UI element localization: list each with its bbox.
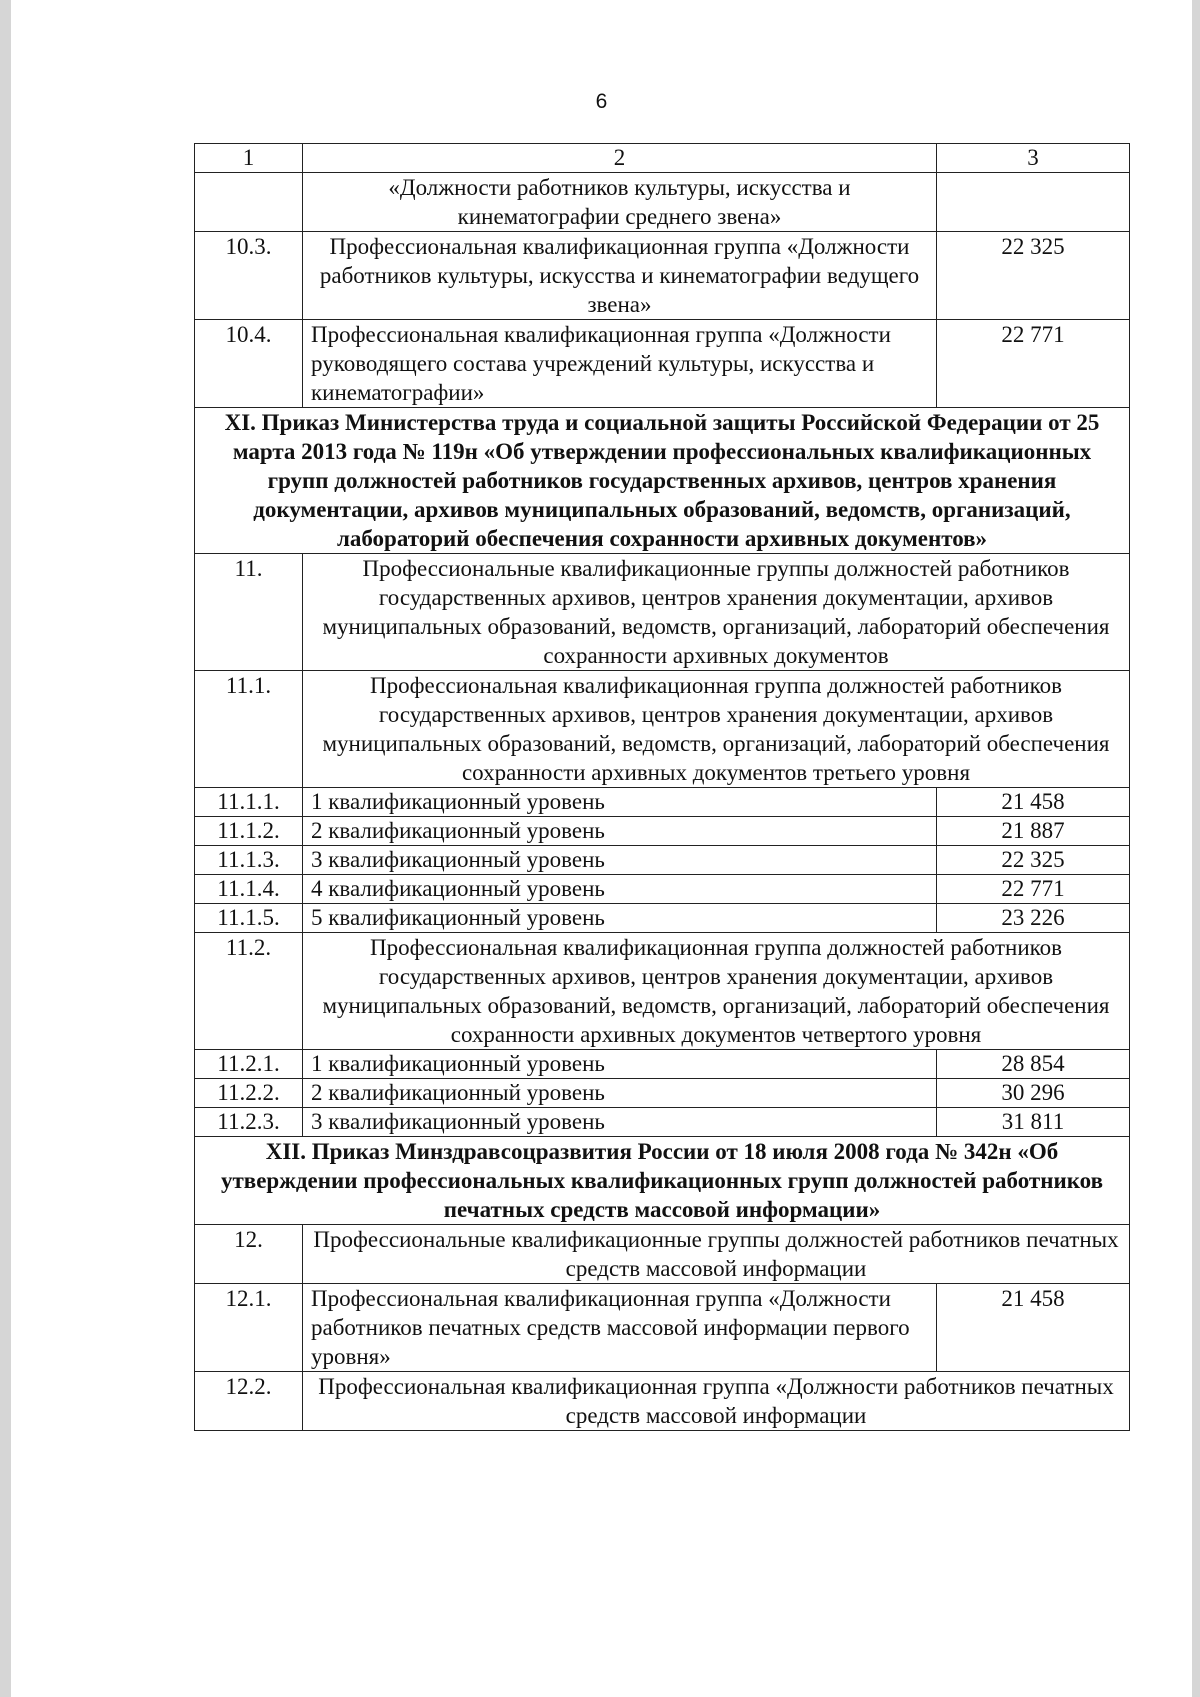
row-value: 23 226	[937, 904, 1130, 933]
header-cell: 1	[195, 144, 303, 173]
row-number: 12.	[195, 1225, 303, 1284]
row-value: 30 296	[937, 1079, 1130, 1108]
row-number: 11.1.	[195, 671, 303, 788]
header-cell: 2	[303, 144, 937, 173]
row-text: «Должности работников культуры, искусства и кинематографии среднего звена»	[303, 173, 937, 232]
row-text: 5 квалификационный уровень	[303, 904, 937, 933]
row-number: 11.1.1.	[195, 788, 303, 817]
table-row	[195, 788, 1130, 817]
row-text: 1 квалификационный уровень	[303, 788, 937, 817]
row-value: 22 771	[937, 320, 1130, 408]
row-text: 4 квалификационный уровень	[303, 875, 937, 904]
row-value: 21 458	[937, 788, 1130, 817]
header-cell: 3	[937, 144, 1130, 173]
row-number: 11.1.2.	[195, 817, 303, 846]
row-text: 3 квалификационный уровень	[303, 1108, 937, 1137]
document-page	[11, 0, 1192, 1697]
row-number: 11.1.5.	[195, 904, 303, 933]
table-row	[195, 933, 1130, 1050]
row-value	[937, 173, 1130, 232]
row-number: 10.4.	[195, 320, 303, 408]
row-value: 28 854	[937, 1050, 1130, 1079]
row-text: Профессиональные квалификационные группы должностей работников государственных архивов, центров хранения документации, архивов муниципальных образований, ведомств, организаций, лабораторий обеспечения сохранности архивных документов	[303, 554, 1130, 671]
row-number: 11.	[195, 554, 303, 671]
row-text: Профессиональная квалификационная группа должностей работников государственных архивов, центров хранения документации, архивов муниципальных образований, ведомств, организаций, лабораторий обеспечения сохранности архивных документов третьего уровня	[303, 671, 1130, 788]
row-value: 22 325	[937, 846, 1130, 875]
table-row	[195, 173, 1130, 232]
table-row	[195, 671, 1130, 788]
row-number: 10.3.	[195, 232, 303, 320]
table-row	[195, 875, 1130, 904]
row-number: 11.1.3.	[195, 846, 303, 875]
row-value: 21 458	[937, 1284, 1130, 1372]
table-row	[195, 817, 1130, 846]
table-row	[195, 1108, 1130, 1137]
row-value: 22 325	[937, 232, 1130, 320]
table-row	[195, 1225, 1130, 1284]
row-value: 22 771	[937, 875, 1130, 904]
row-text: Профессиональная квалификационная группа должностей работников государственных архивов, центров хранения документации, архивов муниципальных образований, ведомств, организаций, лабораторий обеспечения сохранности архивных документов четвертого уровня	[303, 933, 1130, 1050]
row-text: Профессиональная квалификационная группа «Должности работников печатных средств массовой информации первого уровня»	[303, 1284, 937, 1372]
row-text: 2 квалификационный уровень	[303, 817, 937, 846]
table-row	[195, 846, 1130, 875]
row-text: Профессиональная квалификационная группа «Должности работников культуры, искусства и кинематографии ведущего звена»	[303, 232, 937, 320]
row-text: Профессиональные квалификационные группы должностей работников печатных средств массовой информации	[303, 1225, 1130, 1284]
tariff-table	[194, 143, 1130, 1431]
row-number: 12.1.	[195, 1284, 303, 1372]
table-row	[195, 1079, 1130, 1108]
table-row	[195, 1050, 1130, 1079]
row-number: 11.2.2.	[195, 1079, 303, 1108]
table-row	[195, 320, 1130, 408]
table-row	[195, 232, 1130, 320]
section-heading-row	[195, 408, 1130, 554]
row-number	[195, 173, 303, 232]
row-number: 11.2.3.	[195, 1108, 303, 1137]
row-number: 11.1.4.	[195, 875, 303, 904]
row-text: 1 квалификационный уровень	[303, 1050, 937, 1079]
section-heading-row	[195, 1137, 1130, 1225]
section-heading: XI. Приказ Министерства труда и социальной защиты Российской Федерации от 25 марта 2013 года № 119н «Об утверждении профессиональных квалификационных групп должностей работников государственных архивов, центров хранения документации, архивов муниципальных образований, ведомств, организаций, лабораторий обеспечения сохранности архивных документов»	[195, 408, 1130, 554]
section-heading: XII. Приказ Минздравсоцразвития России от 18 июля 2008 года № 342н «Об утверждении профессиональных квалификационных групп должностей работников печатных средств массовой информации»	[195, 1137, 1130, 1225]
page-number: 6	[595, 90, 608, 113]
row-text: Профессиональная квалификационная группа «Должности руководящего состава учреждений культуры, искусства и кинематографии»	[303, 320, 937, 408]
row-text: Профессиональная квалификационная группа «Должности работников печатных средств массовой информации	[303, 1372, 1130, 1431]
row-value: 21 887	[937, 817, 1130, 846]
row-text: 2 квалификационный уровень	[303, 1079, 937, 1108]
table-row	[195, 1284, 1130, 1372]
table-row	[195, 554, 1130, 671]
row-text: 3 квалификационный уровень	[303, 846, 937, 875]
table-row	[195, 1372, 1130, 1431]
table-row	[195, 904, 1130, 933]
table-header-row	[195, 144, 1130, 173]
row-number: 12.2.	[195, 1372, 303, 1431]
row-number: 11.2.	[195, 933, 303, 1050]
row-number: 11.2.1.	[195, 1050, 303, 1079]
row-value: 31 811	[937, 1108, 1130, 1137]
